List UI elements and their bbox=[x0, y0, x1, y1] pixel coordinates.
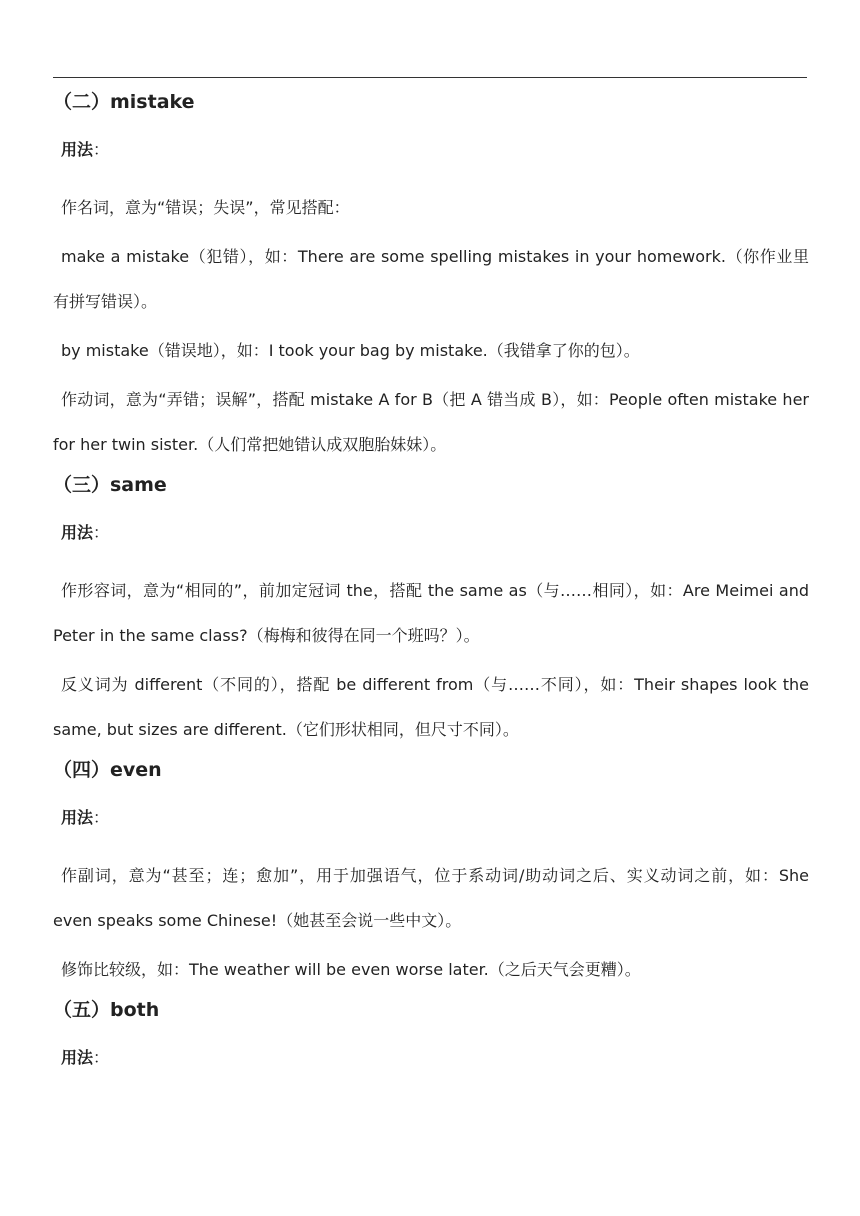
paragraph: 反义词为 different（不同的），搭配 be different from（与……不同），如：Their shapes look the same, but sizes are different.（它们形状相同，但尺寸不同）。 bbox=[53, 675, 809, 739]
usage-colon: ： bbox=[93, 140, 110, 159]
usage-line bbox=[53, 805, 809, 831]
section-mistake bbox=[53, 88, 809, 467]
usage-line bbox=[53, 137, 809, 163]
usage-line bbox=[53, 1045, 809, 1071]
section-heading: （三）same bbox=[53, 474, 167, 496]
usage-label: 用法 bbox=[61, 140, 94, 159]
paragraph: by mistake（错误地），如：I took your bag by mistake.（我错拿了你的包）。 bbox=[61, 341, 640, 360]
header-rule bbox=[53, 77, 807, 78]
paragraph: 作名词，意为“错误；失误”，常见搭配： bbox=[61, 198, 350, 217]
usage-label: 用法 bbox=[61, 523, 94, 542]
section-heading: （二）mistake bbox=[53, 91, 195, 113]
paragraph: 作副词，意为“甚至；连；愈加”，用于加强语气，位于系动词/助动词之后、实义动词之前，如：She even speaks some Chinese!（她甚至会说一些中文）。 bbox=[53, 866, 809, 930]
paragraph: make a mistake（犯错），如：There are some spelling mistakes in your homework.（你作业里有拼写错误）。 bbox=[53, 247, 809, 311]
usage-colon: ： bbox=[93, 808, 110, 827]
usage-colon: ： bbox=[93, 523, 110, 542]
section-heading: （四）even bbox=[53, 759, 162, 781]
paragraph: 作形容词，意为“相同的”，前加定冠词 the，搭配 the same as（与……相同），如：Are Meimei and Peter in the same class?（梅梅和彼得在同一个班吗？）。 bbox=[53, 581, 809, 645]
section-heading: （五）both bbox=[53, 999, 160, 1021]
usage-label: 用法 bbox=[61, 1048, 94, 1067]
paragraph: 修饰比较级，如：The weather will be even worse later.（之后天气会更糟）。 bbox=[61, 960, 641, 979]
usage-colon: ： bbox=[93, 1048, 110, 1067]
section-even bbox=[53, 756, 809, 992]
document-body bbox=[53, 88, 809, 1093]
usage-label: 用法 bbox=[61, 808, 94, 827]
section-same bbox=[53, 471, 809, 752]
paragraph: 作动词，意为“弄错；误解”，搭配 mistake A for B（把 A 错当成 B），如：People often mistake her for her twin sister.（人们常把她错认成双胞胎妹妹）。 bbox=[53, 390, 809, 454]
section-both bbox=[53, 996, 809, 1071]
usage-line bbox=[53, 520, 809, 546]
